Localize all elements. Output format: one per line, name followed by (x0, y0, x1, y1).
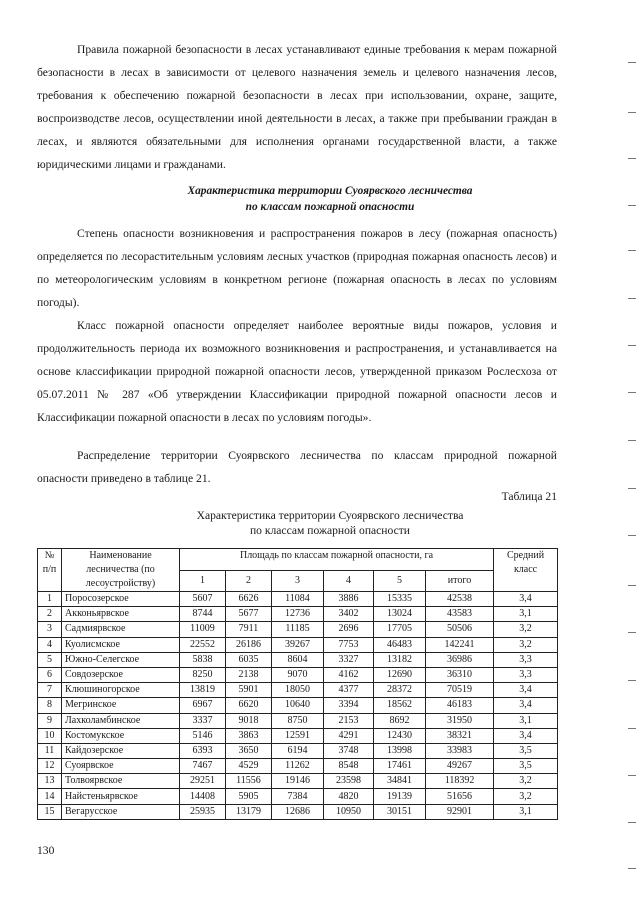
cell-c4: 7753 (324, 637, 374, 652)
header-area: Площадь по классам пожарной опасности, га (180, 549, 494, 571)
cell-total: 70519 (426, 683, 494, 698)
cell-c2: 6035 (226, 652, 272, 667)
paragraph-fire-rules: Правила пожарной безопасности в лесах устанавливают единые требования к мерам пожарной безопасности в лесах в зависимости от целевого назначения земель и целевого назначения лесов, требования к обеспечению пожарной безопасности в лесах при использовании, охране, защите, воспроизводстве лесов, осуществлении иной деятельности в лесах, а также при пребывании граждан в лесах, и являются обязательными для исполнения органами государственной власти, а также юридическими лицами и гражданами. (37, 43, 557, 171)
cell-avg: 3,4 (494, 698, 558, 713)
table-body (38, 592, 558, 820)
table-row (38, 789, 558, 804)
cell-c1: 29251 (180, 774, 226, 789)
cell-c5: 18562 (374, 698, 426, 713)
cell-c4: 3886 (324, 592, 374, 607)
cell-name: Южно-Селегское (62, 652, 180, 667)
cell-c2: 13179 (226, 804, 272, 819)
table-row (38, 759, 558, 774)
cell-n: 3 (38, 622, 62, 637)
cell-c1: 5146 (180, 728, 226, 743)
cell-total: 31950 (426, 713, 494, 728)
paragraph-distribution: Распределение территории Суоярвского лесничества по классам природной пожарной опасности приведено в таблице 21. (37, 449, 557, 485)
cell-c5: 13998 (374, 743, 426, 758)
cell-c2: 5905 (226, 789, 272, 804)
cell-c5: 34841 (374, 774, 426, 789)
cell-c2: 3863 (226, 728, 272, 743)
cell-c4: 4291 (324, 728, 374, 743)
cell-c3: 8750 (272, 713, 324, 728)
cell-c2: 6626 (226, 592, 272, 607)
table-row (38, 713, 558, 728)
table-label: Таблица 21 (501, 490, 557, 503)
cell-total: 43583 (426, 607, 494, 622)
cell-name: Найстеньярвское (62, 789, 180, 804)
table-title (37, 508, 623, 538)
header-total: итого (426, 570, 494, 592)
table-row (38, 774, 558, 789)
cell-n: 8 (38, 698, 62, 713)
cell-c4: 4820 (324, 789, 374, 804)
table-row (38, 743, 558, 758)
cell-name: Клюшиногорское (62, 683, 180, 698)
cell-c4: 3327 (324, 652, 374, 667)
cell-n: 5 (38, 652, 62, 667)
cell-n: 13 (38, 774, 62, 789)
cell-c3: 11084 (272, 592, 324, 607)
table-row (38, 637, 558, 652)
cell-avg: 3,4 (494, 728, 558, 743)
cell-total: 36310 (426, 667, 494, 682)
cell-c5: 17705 (374, 622, 426, 637)
cell-c1: 14408 (180, 789, 226, 804)
header-num: № п/п (38, 549, 62, 592)
cell-c5: 30151 (374, 804, 426, 819)
cell-n: 9 (38, 713, 62, 728)
cell-c2: 5677 (226, 607, 272, 622)
cell-c5: 17461 (374, 759, 426, 774)
table-title-line1: Характеристика территории Суоярвского лесничества (196, 509, 464, 522)
cell-c4: 2153 (324, 713, 374, 728)
cell-n: 4 (38, 637, 62, 652)
cell-c4: 4377 (324, 683, 374, 698)
cell-avg: 3,2 (494, 637, 558, 652)
cell-avg: 3,1 (494, 713, 558, 728)
cell-n: 6 (38, 667, 62, 682)
cell-c3: 18050 (272, 683, 324, 698)
cell-c1: 25935 (180, 804, 226, 819)
cell-avg: 3,4 (494, 592, 558, 607)
cell-avg: 3,5 (494, 759, 558, 774)
cell-c2: 3650 (226, 743, 272, 758)
cell-avg: 3,3 (494, 652, 558, 667)
cell-avg: 3,1 (494, 607, 558, 622)
cell-c3: 19146 (272, 774, 324, 789)
cell-c3: 9070 (272, 667, 324, 682)
cell-c1: 7467 (180, 759, 226, 774)
cell-n: 11 (38, 743, 62, 758)
header-class-1: 1 (180, 570, 226, 592)
cell-c4: 8548 (324, 759, 374, 774)
cell-name: Совдозерское (62, 667, 180, 682)
table-row (38, 607, 558, 622)
cell-c1: 6393 (180, 743, 226, 758)
cell-c4: 4162 (324, 667, 374, 682)
cell-c3: 12686 (272, 804, 324, 819)
cell-name: Костомукское (62, 728, 180, 743)
cell-n: 10 (38, 728, 62, 743)
cell-c1: 22552 (180, 637, 226, 652)
table-row (38, 698, 558, 713)
cell-avg: 3,1 (494, 804, 558, 819)
cell-c2: 5901 (226, 683, 272, 698)
table-row (38, 804, 558, 819)
cell-total: 33983 (426, 743, 494, 758)
cell-total: 46183 (426, 698, 494, 713)
cell-name: Куолисмское (62, 637, 180, 652)
cell-c5: 8692 (374, 713, 426, 728)
cell-name: Акконьярвское (62, 607, 180, 622)
cell-name: Толвоярвское (62, 774, 180, 789)
table-row (38, 683, 558, 698)
cell-name: Поросозерское (62, 592, 180, 607)
cell-c3: 11185 (272, 622, 324, 637)
cell-avg: 3,2 (494, 789, 558, 804)
cell-name: Суоярвское (62, 759, 180, 774)
cell-c3: 10640 (272, 698, 324, 713)
cell-c4: 2696 (324, 622, 374, 637)
cell-c3: 11262 (272, 759, 324, 774)
page-number: 130 (37, 844, 55, 857)
header-class-2: 2 (226, 570, 272, 592)
cell-c3: 6194 (272, 743, 324, 758)
cell-c4: 23598 (324, 774, 374, 789)
cell-c2: 11556 (226, 774, 272, 789)
cell-n: 7 (38, 683, 62, 698)
table-row (38, 667, 558, 682)
cell-name: Вегарусское (62, 804, 180, 819)
cell-c3: 39267 (272, 637, 324, 652)
header-class-4: 4 (324, 570, 374, 592)
section-heading-line2: по классам пожарной опасности (245, 201, 415, 213)
cell-c4: 10950 (324, 804, 374, 819)
cell-total: 49267 (426, 759, 494, 774)
cell-c1: 13819 (180, 683, 226, 698)
cell-c3: 12591 (272, 728, 324, 743)
cell-total: 50506 (426, 622, 494, 637)
cell-c5: 19139 (374, 789, 426, 804)
cell-c5: 46483 (374, 637, 426, 652)
cell-n: 1 (38, 592, 62, 607)
cell-total: 42538 (426, 592, 494, 607)
header-class-5: 5 (374, 570, 426, 592)
cell-name: Лахколамбинское (62, 713, 180, 728)
table-title-line2: по классам пожарной опасности (249, 524, 411, 537)
cell-c4: 3402 (324, 607, 374, 622)
cell-c1: 8744 (180, 607, 226, 622)
table-row (38, 652, 558, 667)
cell-c2: 9018 (226, 713, 272, 728)
cell-c5: 15335 (374, 592, 426, 607)
cell-total: 118392 (426, 774, 494, 789)
cell-n: 12 (38, 759, 62, 774)
table-row (38, 622, 558, 637)
cell-total: 92901 (426, 804, 494, 819)
cell-c4: 3748 (324, 743, 374, 758)
cell-c3: 7384 (272, 789, 324, 804)
cell-c5: 12430 (374, 728, 426, 743)
cell-avg: 3,2 (494, 622, 558, 637)
cell-avg: 3,4 (494, 683, 558, 698)
header-name: Наименование лесничества (по лесоустройству) (62, 549, 180, 592)
cell-c1: 8250 (180, 667, 226, 682)
cell-total: 142241 (426, 637, 494, 652)
cell-c5: 12690 (374, 667, 426, 682)
cell-c2: 4529 (226, 759, 272, 774)
cell-name: Кайдозерское (62, 743, 180, 758)
cell-c5: 13182 (374, 652, 426, 667)
cell-avg: 3,2 (494, 774, 558, 789)
cell-c1: 11009 (180, 622, 226, 637)
cell-c1: 6967 (180, 698, 226, 713)
cell-c1: 5607 (180, 592, 226, 607)
cell-c5: 28372 (374, 683, 426, 698)
cell-total: 36986 (426, 652, 494, 667)
cell-total: 38321 (426, 728, 494, 743)
cell-c2: 7911 (226, 622, 272, 637)
cell-n: 2 (38, 607, 62, 622)
cell-name: Мегринское (62, 698, 180, 713)
header-avg-class: Средний класс (494, 549, 558, 592)
paragraph-fire-danger: Степень опасности возникновения и распространения пожаров в лесу (пожарная опасность) определяется по лесорастительным условиям лесных участков (природная пожарная опасность лесов) и по метеорологическим условиям в конкретном регионе (пожарная опасность в лесах по условиям погоды). (37, 227, 557, 309)
cell-c2: 2138 (226, 667, 272, 682)
cell-c4: 3394 (324, 698, 374, 713)
cell-total: 51656 (426, 789, 494, 804)
cell-c3: 8604 (272, 652, 324, 667)
header-class-3: 3 (272, 570, 324, 592)
cell-c3: 12736 (272, 607, 324, 622)
section-heading-line1: Характеристика территории Суоярвского лесничества (187, 185, 473, 197)
cell-c1: 5838 (180, 652, 226, 667)
cell-c5: 13024 (374, 607, 426, 622)
cell-c2: 26186 (226, 637, 272, 652)
cell-avg: 3,3 (494, 667, 558, 682)
cell-n: 14 (38, 789, 62, 804)
cell-name: Садмиярвское (62, 622, 180, 637)
paragraph-fire-class: Класс пожарной опасности определяет наиболее вероятные виды пожаров, условия и продолжительность периода их возможного возникновения и распространения, и устанавливается на основе классификации природной пожарной опасности лесов, утвержденной приказом Рослесхоза от 05.07.2011 № 287 «Об утверждении Классификации природной пожарной опасности лесов и Классификации пожарной опасности в лесах по условиям погоды». (37, 319, 557, 424)
cell-n: 15 (38, 804, 62, 819)
cell-c2: 6620 (226, 698, 272, 713)
table-row (38, 728, 558, 743)
fire-class-table (37, 548, 558, 820)
cell-c1: 3337 (180, 713, 226, 728)
cell-avg: 3,5 (494, 743, 558, 758)
table-row (38, 592, 558, 607)
